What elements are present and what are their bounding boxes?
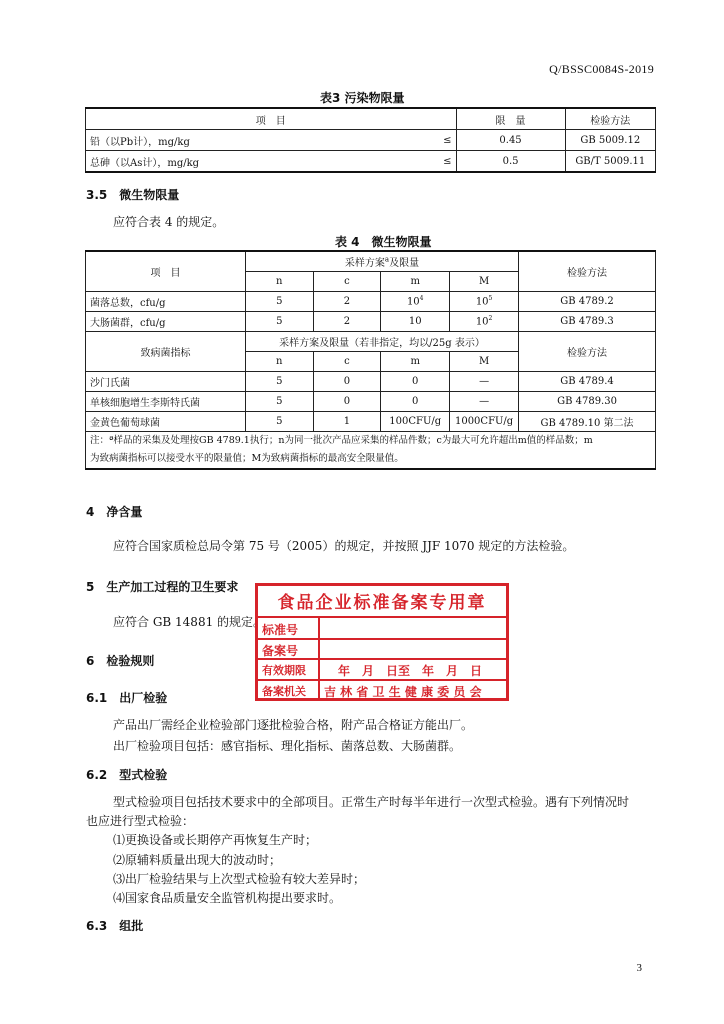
section-4-heading: 4 净含量 bbox=[86, 505, 143, 519]
list-item: ⑶出厂检验结果与上次型式检验有较大差异时； bbox=[113, 872, 366, 886]
section-6-2-line2: 也应进行型式检验： bbox=[86, 814, 195, 828]
section-6-1-heading: 6.1 出厂检验 bbox=[86, 691, 168, 705]
sub-M: M bbox=[450, 272, 519, 292]
section-6-1-line2: 出厂检验项目包括：感官指标、理化指标、菌落总数、大肠菌群。 bbox=[113, 739, 462, 753]
cell-m: 100CFU/g bbox=[381, 412, 450, 432]
filing-stamp bbox=[255, 583, 509, 701]
stamp-label-authority: 备案机关 bbox=[262, 685, 306, 698]
cell-item: 大肠菌群，cfu/g bbox=[86, 312, 246, 332]
stamp-divider bbox=[258, 616, 506, 618]
sub-n: n bbox=[245, 272, 313, 292]
cell-M: 1000CFU/g bbox=[450, 412, 519, 432]
cell-M-exp: 5 bbox=[488, 295, 493, 303]
table-note bbox=[86, 432, 656, 470]
table-row bbox=[86, 292, 656, 312]
table-row bbox=[86, 151, 656, 173]
cell-n: 5 bbox=[245, 372, 313, 392]
cell-item: 总砷（以As计），mg/kg bbox=[86, 151, 428, 173]
header-pathogen-plan: 采样方案及限量（若非指定，均以/25g 表示） bbox=[245, 332, 518, 352]
table-note-row bbox=[86, 432, 656, 470]
cell-c: 1 bbox=[313, 412, 381, 432]
cell-M-base: 10 bbox=[475, 296, 489, 308]
section-5-text: 应符合 GB 14881 的规定。 bbox=[113, 615, 266, 629]
stamp-label-standard-no: 标准号 bbox=[262, 623, 299, 637]
document-id: Q/BSSC0084S-2019 bbox=[549, 62, 654, 76]
cell-item: 菌落总数，cfu/g bbox=[86, 292, 246, 312]
cell-limit: 0.45 bbox=[456, 130, 565, 151]
stamp-label-validity: 有效期限 bbox=[262, 664, 306, 677]
cell-n: 5 bbox=[245, 312, 313, 332]
cell-item: 沙门氏菌 bbox=[86, 372, 246, 392]
section-3-5-text: 应符合表 4 的规定。 bbox=[113, 215, 225, 229]
cell-op: ≤ bbox=[428, 151, 457, 173]
stamp-label-record-no: 备案号 bbox=[262, 644, 299, 658]
table-row bbox=[86, 312, 656, 332]
header-pathogen: 致病菌指标 bbox=[86, 332, 246, 372]
table-row bbox=[86, 130, 656, 151]
cell-method: GB 4789.30 bbox=[519, 392, 656, 412]
stamp-authority-value: 吉 林 省 卫 生 健 康 委 员 会 bbox=[324, 685, 482, 699]
table3-caption: 表3 污染物限量 bbox=[320, 91, 405, 105]
cell-n: 5 bbox=[245, 292, 313, 312]
cell-M-exp: 2 bbox=[488, 315, 493, 323]
page-number: 3 bbox=[636, 962, 642, 974]
contaminant-limits-table bbox=[85, 107, 656, 173]
list-item: ⑷国家食品质量安全监管机构提出要求时。 bbox=[113, 891, 342, 905]
section-6-2-heading: 6.2 型式检验 bbox=[86, 768, 168, 782]
cell-c: 2 bbox=[313, 292, 381, 312]
table-note-line2: 为致病菌指标可以接受水平的限量值；M为致病菌指标的最高安全限量值。 bbox=[90, 453, 404, 464]
section-4-text: 应符合国家质检总局令第 75 号（2005）的规定，并按照 JJF 1070 规定的方法检验。 bbox=[113, 539, 575, 553]
sub-n: n bbox=[245, 352, 313, 372]
sub-m: m bbox=[381, 272, 450, 292]
cell-M-base: 10 bbox=[475, 316, 489, 328]
cell-m: 0 bbox=[381, 372, 450, 392]
cell-M: — bbox=[450, 392, 519, 412]
cell-m bbox=[381, 292, 450, 312]
table4-caption: 表 4 微生物限量 bbox=[335, 235, 432, 249]
header-pathogen-method: 检验方法 bbox=[519, 332, 656, 372]
cell-method: GB 4789.10 第二法 bbox=[519, 412, 656, 432]
cell-method: GB 5009.12 bbox=[565, 130, 655, 151]
cell-method: GB 4789.4 bbox=[519, 372, 656, 392]
cell-item: 金黄色葡萄球菌 bbox=[86, 412, 246, 432]
header-limit: 限 量 bbox=[456, 108, 565, 130]
sub-M: M bbox=[450, 352, 519, 372]
header-item: 项 目 bbox=[86, 108, 457, 130]
sub-c: c bbox=[313, 272, 381, 292]
stamp-title: 食品企业标准备案专用章 bbox=[277, 593, 487, 613]
sub-c: c bbox=[313, 352, 381, 372]
section-6-2-line1: 型式检验项目包括技术要求中的全部项目。正常生产时每半年进行一次型式检验。遇有下列情况时 bbox=[113, 795, 630, 809]
list-item: ⑴更换设备或长期停产再恢复生产时； bbox=[113, 833, 318, 847]
cell-method: GB/T 5009.11 bbox=[565, 151, 655, 173]
header-plan bbox=[245, 251, 518, 272]
table-row bbox=[86, 412, 656, 432]
section-3-5-heading: 3.5 微生物限量 bbox=[86, 188, 180, 202]
header-plan-text: 采样方案 bbox=[344, 258, 385, 269]
sub-m: m bbox=[381, 352, 450, 372]
cell-op: ≤ bbox=[428, 130, 457, 151]
stamp-validity-value: 年 月 日至 年 月 日 bbox=[338, 664, 483, 678]
section-6-3-heading: 6.3 组批 bbox=[86, 919, 144, 933]
section-5-heading: 5 生产加工过程的卫生要求 bbox=[86, 580, 239, 594]
stamp-divider bbox=[258, 679, 506, 681]
cell-c: 0 bbox=[313, 372, 381, 392]
cell-method: GB 4789.2 bbox=[519, 292, 656, 312]
cell-m-exp: 4 bbox=[419, 295, 424, 303]
cell-item: 单核细胞增生李斯特氏菌 bbox=[86, 392, 246, 412]
header-plan-sup: a bbox=[384, 255, 390, 264]
cell-m: 10 bbox=[381, 312, 450, 332]
table-row bbox=[86, 392, 656, 412]
cell-c: 2 bbox=[313, 312, 381, 332]
cell-M bbox=[450, 312, 519, 332]
cell-limit: 0.5 bbox=[456, 151, 565, 173]
stamp-divider bbox=[258, 638, 506, 640]
table-header-row bbox=[86, 108, 656, 130]
cell-m-base: 10 bbox=[406, 296, 420, 308]
stamp-column-divider bbox=[318, 616, 320, 698]
cell-M: — bbox=[450, 372, 519, 392]
header-plan-tail: 及限量 bbox=[389, 258, 420, 269]
header-item: 项 目 bbox=[86, 251, 246, 292]
microbial-limits-table bbox=[85, 250, 656, 470]
cell-method: GB 4789.3 bbox=[519, 312, 656, 332]
pathogen-header-row bbox=[86, 332, 656, 352]
cell-c: 0 bbox=[313, 392, 381, 412]
cell-m: 0 bbox=[381, 392, 450, 412]
section-6-1-line1: 产品出厂需经企业检验部门逐批检验合格，附产品合格证方能出厂。 bbox=[113, 718, 474, 732]
cell-M bbox=[450, 292, 519, 312]
cell-n: 5 bbox=[245, 412, 313, 432]
table-row bbox=[86, 372, 656, 392]
header-method: 检验方法 bbox=[519, 251, 656, 292]
table-header-row bbox=[86, 251, 656, 272]
table-note-line1: 注：ª样品的采集及处理按GB 4789.1执行；n为同一批次产品应采集的样品件数；c为最大可允许超出m值的样品数；m bbox=[90, 435, 593, 446]
header-method: 检验方法 bbox=[565, 108, 655, 130]
section-6-heading: 6 检验规则 bbox=[86, 654, 155, 668]
cell-item: 铅（以Pb计），mg/kg bbox=[86, 130, 428, 151]
cell-n: 5 bbox=[245, 392, 313, 412]
list-item: ⑵原辅料质量出现大的波动时； bbox=[113, 853, 282, 867]
